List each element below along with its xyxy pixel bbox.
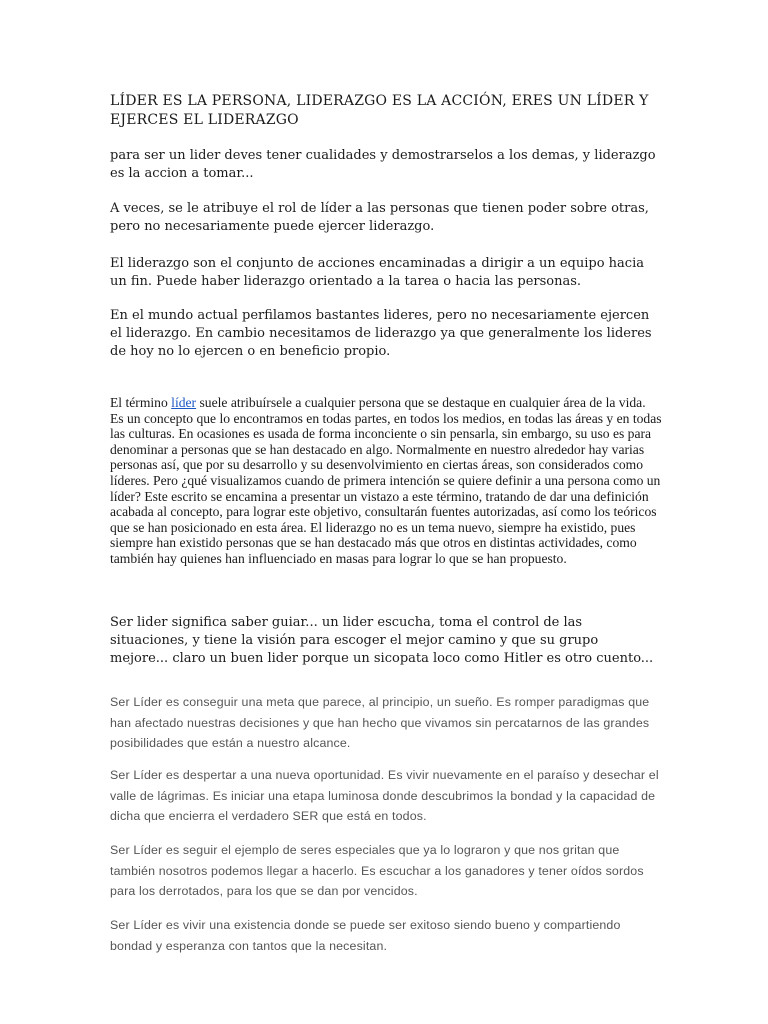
paragraph-term-lider [110,395,662,567]
sans-paragraph-4: Ser Líder es vivir una existencia donde se puede ser exitoso siendo bueno y compartiendo bondad y esperanza con tantos que la necesitan. [110,918,621,953]
sans-paragraph-1: Ser Líder es conseguir una meta que parece, al principio, un sueño. Es romper paradigmas que han afectado nuestras decisiones y que han hecho que vivamos sin percatarnos de las grandes posibilidades que están a nuestro alcance. [110,695,650,750]
paragraph-current-world: En el mundo actual perfilamos bastantes lideres, pero no necesariamente ejercen el liderazgo. En cambio necesitamos de liderazgo ya que generalmente los lideres de hoy no lo ejercen o en beneficio propio. [110,308,652,359]
lider-link[interactable]: líder [171,395,197,410]
dense-text-after-link: suele atribuírsele a cualquier persona que se destaque en cualquier área de la vida. Es un concepto que lo encontramos en todas partes, en todos los medios, en todas las áreas y en todas las culturas. En ocasiones es usada de forma inconciente o sin pensarla, sin embargo, su uso es para denominar a personas que se han destacado en algo. Normalmente en nuestro alrededor hay varias personas así, que por su desarrollo y su desenvolvimiento en ciertas áreas, son considerados como líderes. Pero ¿qué visualizamos cuando de primera intención se quiere definir a una persona como un líder? Este escrito se encamina a presentar un vistazo a este término, tratando de dar una definición acabada al concepto, para lograr este objetivo, consultarán fuentes autorizadas, así como los teóricos que se han posicionado en esta área. El liderazgo no es un tema nuevo, siempre ha existido, pues siempre han existido personas que se han destacado más que otros en distintas actividades, como también hay quienes han influenciado en masas para lograr lo que se han propuesto. [110,395,662,566]
sans-paragraph-2: Ser Líder es despertar a una nueva oportunidad. Es vivir nuevamente en el paraíso y desechar el valle de lágrimas. Es iniciar una etapa luminosa donde descubrimos la bondad y la capacidad de dicha que encierra el verdadero SER que está en todos. [110,768,659,823]
paragraph-definition: El liderazgo son el conjunto de acciones encaminadas a dirigir a un equipo hacia un fin. Puede haber liderazgo orientado a la tarea o hacia las personas. [110,256,644,289]
paragraph-role: A veces, se le atribuye el rol de líder a las personas que tienen poder sobre otras, pero no necesariamente puede ejercer liderazgo. [110,201,649,234]
paragraph-intro: para ser un lider deves tener cualidades y demostrarselos a los demas, y liderazgo es la accion a tomar... [110,148,656,181]
sans-paragraph-3: Ser Líder es seguir el ejemplo de seres especiales que ya lo lograron y que nos gritan que también nosotros podemos llegar a hacerlo. Es escuchar a los ganadores y tener oídos sordos para los derrotados, para los que se dan por vencidos. [110,843,644,898]
dense-text-before-link: El término [110,395,172,410]
paragraph-closing-serif: Ser lider significa saber guiar... un lider escucha, toma el control de las situaciones, y tiene la visión para escoger el mejor camino y que su grupo mejore... claro un buen lider porque un sicopata loco como Hitler es otro cuento... [110,615,654,666]
document-title: LÍDER ES LA PERSONA, LIDERAZGO ES LA ACCIÓN, ERES UN LÍDER Y EJERCES EL LIDERAZGO [110,93,649,128]
